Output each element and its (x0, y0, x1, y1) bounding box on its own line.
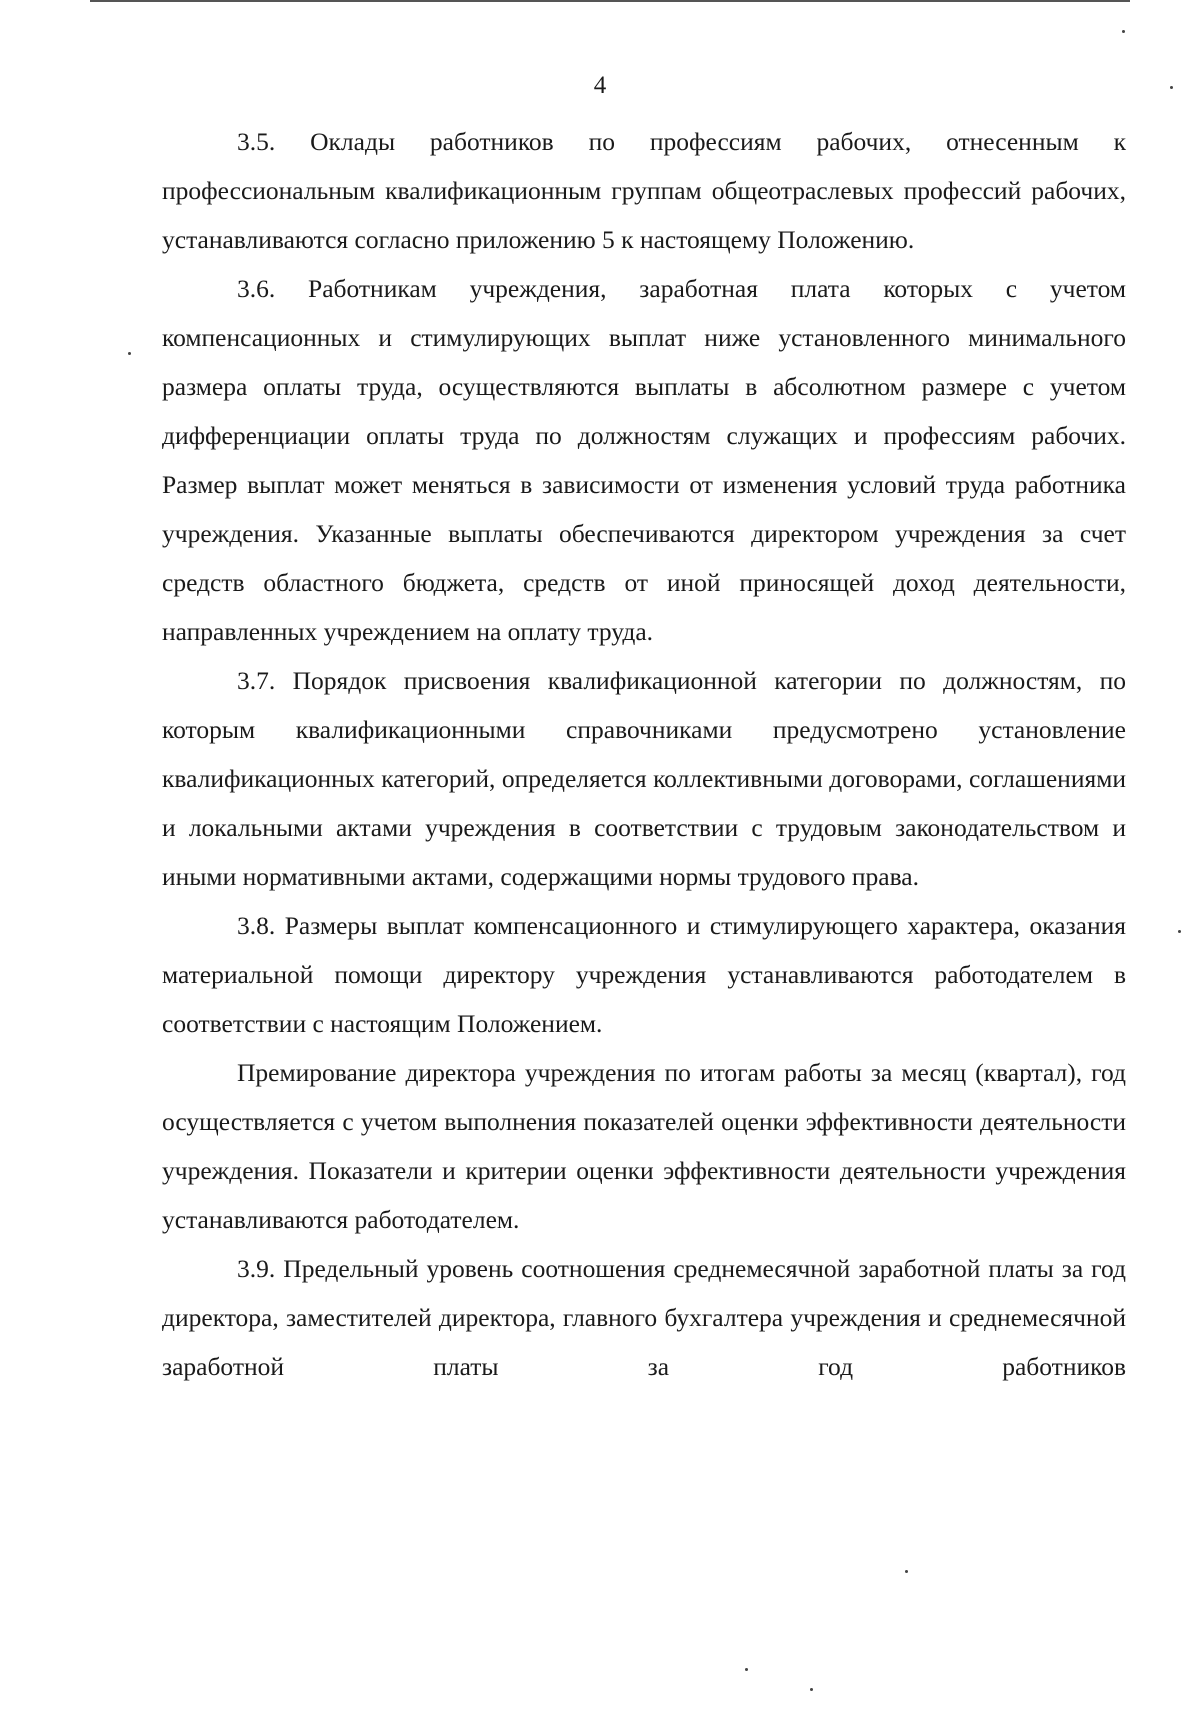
scan-speck (905, 1570, 908, 1573)
scan-speck (1122, 30, 1125, 33)
paragraph-3-8: 3.8. Размеры выплат компенсационного и стимулирующего характера, оказания материальной помощи директору учреждения устанавливаются работодателем в соответствии с настоящим Положением. (162, 911, 1126, 1038)
scan-speck (745, 1668, 748, 1671)
scan-speck (1178, 930, 1181, 933)
scan-speck (810, 1688, 813, 1691)
document-body (162, 117, 1126, 1391)
page-number: 4 (593, 72, 607, 99)
scan-speck (128, 352, 131, 355)
paragraph-3-7: 3.7. Порядок присвоения квалификационной категории по должностям, по которым квалификационными справочниками предусмотрено установление квалификационных категорий, определяется коллективными договорами, соглашениями и локальными актами учреждения в соответствии с трудовым законодательством и иными нормативными актами, содержащими нормы трудового права. (162, 666, 1126, 891)
scan-speck (1170, 86, 1173, 89)
paragraph-3-5: 3.5. Оклады работников по профессиям рабочих, отнесенным к профессиональным квалификационным группам общеотраслевых профессий рабочих, устанавливаются согласно приложению 5 к настоящему Положению. (162, 127, 1126, 254)
paragraph-3-6: 3.6. Работникам учреждения, заработная плата которых с учетом компенсационных и стимулирующих выплат ниже установленного минимального размера оплаты труда, осуществляются выплаты в абсолютном размере с учетом дифференциации оплаты труда по должностям служащих и профессиям рабочих. Размер выплат может меняться в зависимости от изменения условий труда работника учреждения. Указанные выплаты обеспечиваются директором учреждения за счет средств областного бюджета, средств от иной приносящей доход деятельности, направленных учреждением на оплату труда. (162, 274, 1126, 646)
paragraph-director-bonus: Премирование директора учреждения по итогам работы за месяц (квартал), год осуществляется с учетом выполнения показателей оценки эффективности деятельности учреждения. Показатели и критерии оценки эффективности деятельности учреждения устанавливаются работодателем. (162, 1058, 1126, 1234)
paragraph-3-9: 3.9. Предельный уровень соотношения среднемесячной заработной платы за год директора, заместителей директора, главного бухгалтера учреждения и среднемесячной заработной платы за год работников (162, 1254, 1126, 1381)
scan-top-edge (90, 0, 1130, 2)
